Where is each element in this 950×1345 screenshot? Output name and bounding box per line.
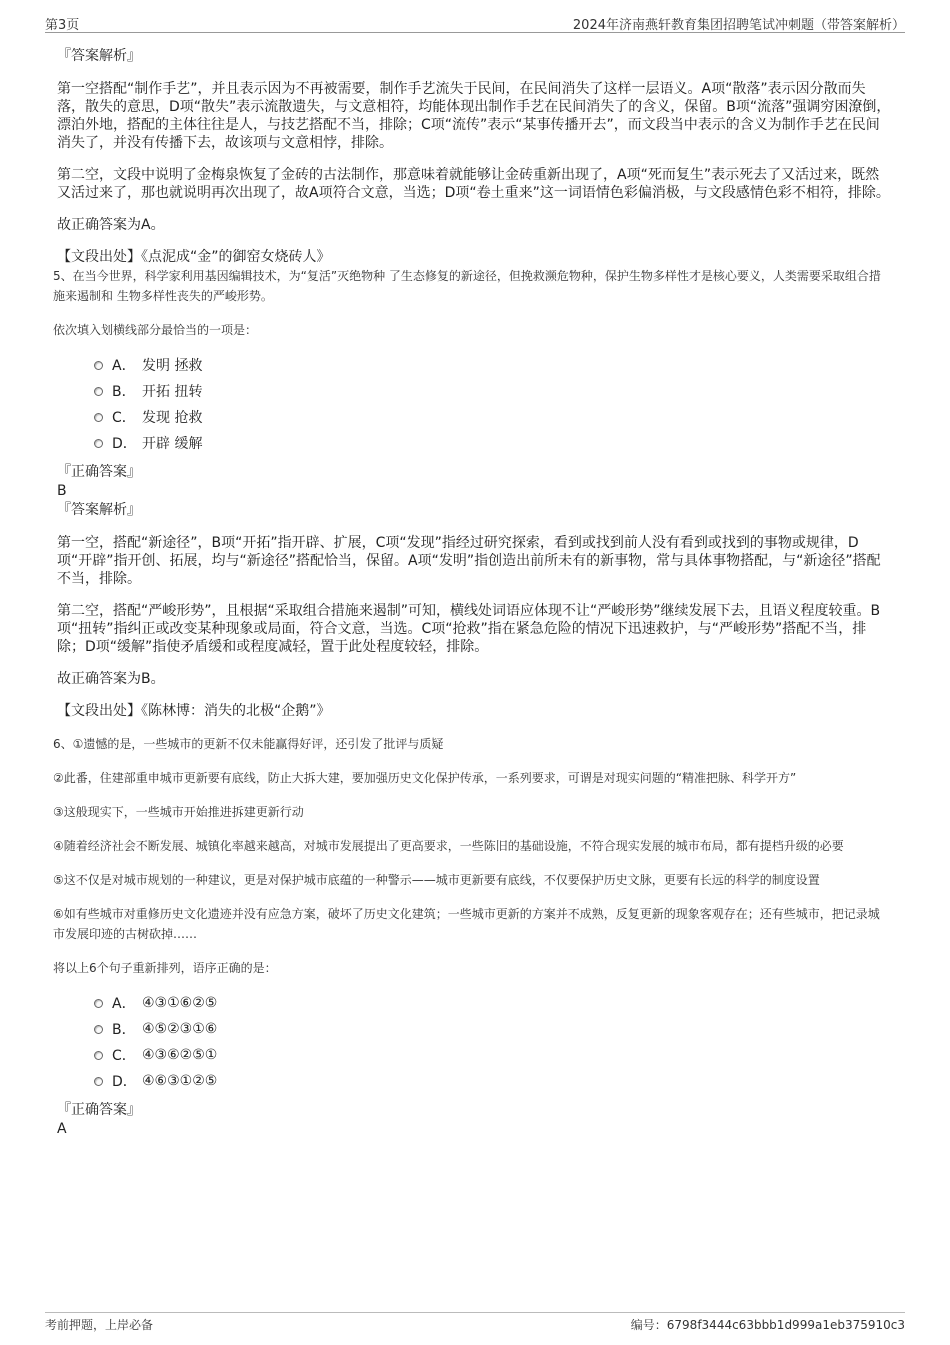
q4-analysis-paragraph-2: 第二空，文段中说明了金梅泉恢复了金砖的古法制作，那意味着就能够让金砖重新出现了，A项“死而复生”表示死去了又活过来，既然又活过来了，那也就说明再次出现了，故A项符合文意，当选；D项“卷土重来”这一词语情色彩偏消极，与文段感情色彩不相符，排除。 [57,167,890,201]
q6-sentence-3: ③这般现实下，一些城市开始推进拆建更新行动 [53,805,304,819]
q6-option-d[interactable] [94,1068,892,1094]
q5-options [94,352,892,456]
q6-sentence-1: 6、①遗憾的是，一些城市的更新不仅未能赢得好评，还引发了批评与质疑 [53,737,444,751]
document-title: 2024年济南燕轩教育集团招聘笔试冲刺题（带答案解析） [572,18,905,33]
option-letter: B． [112,1022,136,1038]
q4-analysis-paragraph-1: 第一空搭配“制作手艺”，并且表示因为不再被需要，制作手艺流失于民间，在民间消失了这样一层语义。A项“散落”表示因分散而失落，散失的意思，D项“散失”表示流散遗失，与文意相符，均能体现出制作手艺在民间消失了的含义，保留。B项“流落”强调穷困潦倒，漂泊外地，搭配的主体往往是人，与技艺搭配不当，排除；C项“流传”表示“某事传播开去”，而文段当中表示的含义为制作手艺在民间消失了，并没有传播下去，故该项与文意相悖，排除。 [57,81,891,151]
page-number: 第3页 [45,18,80,33]
radio-icon[interactable] [94,1077,103,1086]
radio-icon[interactable] [94,999,103,1008]
q5-prompt: 依次填入划横线部分最恰当的一项是： [53,323,258,337]
q5-option-c[interactable] [94,404,892,430]
page-header [45,12,905,33]
option-text: ④③①⑥②⑤ [142,995,218,1011]
q5-source: 【文段出处】《陈林博：消失的北极“企鹅”》 [57,703,331,719]
radio-icon[interactable] [94,1025,103,1034]
document-code: 编号：6798f3444c63bbb1d999a1eb375910c3 [630,1318,905,1332]
option-text: 发明 拯救 [142,358,203,374]
radio-icon[interactable] [94,387,103,396]
option-text: ④③⑥②⑤① [142,1047,218,1063]
q5-question: 5、在当今世界，科学家利用基因编辑技术，为“复活”灭绝物种 了生态修复的新途径，但挽救濒危物种，保护生物多样性才是核心要义，人类需要采取组合措施来遏制和 生物多样性丧失的严峻形势。 [53,269,881,303]
footer-slogan: 考前押题，上岸必备 [45,1318,154,1332]
option-letter: B． [112,384,136,400]
option-letter: D． [112,436,137,452]
option-text: 开拓 扭转 [142,384,203,400]
q5-conclusion: 故正确答案为B。 [57,671,165,687]
option-text: 发现 抢救 [142,410,203,426]
q6-option-b[interactable] [94,1016,892,1042]
q5-answer-label: 『正确答案』 [57,464,141,480]
q5-analysis-label: 『答案解析』 [57,502,141,518]
q4-analysis-label: 『答案解析』 [57,48,141,64]
q6-option-a[interactable] [94,990,892,1016]
q6-prompt: 将以上6个句子重新排列，语序正确的是： [53,961,277,975]
option-text: ④⑥③①②⑤ [142,1073,218,1089]
q5-option-a[interactable] [94,352,892,378]
option-letter: C． [112,410,136,426]
option-text: 开辟 缓解 [142,436,203,452]
radio-icon[interactable] [94,439,103,448]
radio-icon[interactable] [94,361,103,370]
radio-icon[interactable] [94,1051,103,1060]
q5-analysis-paragraph-2: 第二空，搭配“严峻形势”，且根据“采取组合措施来遏制”可知，横线处词语应体现不让“严峻形势”继续发展下去，且语义程度较重。B项“扭转”指纠正或改变某种现象或局面，符合文意，当选。C项“抢救”指在紧急危险的情况下迅速救护，与“严峻形势”搭配不当，排除；D项“缓解”指使矛盾缓和或程度减轻，置于此处程度较轻，排除。 [57,603,881,655]
page-footer [45,1312,905,1332]
option-letter: A． [112,358,136,374]
radio-icon[interactable] [94,413,103,422]
q6-options [94,990,892,1094]
q6-sentence-2: ②此番，住建部重申城市更新要有底线，防止大拆大建，要加强历史文化保护传承，一系列要求，可谓是对现实问题的“精准把脉、科学开方” [53,771,797,785]
q4-conclusion: 故正确答案为A。 [57,217,165,233]
q6-answer-label: 『正确答案』 [57,1102,141,1118]
q5-option-b[interactable] [94,378,892,404]
q6-sentence-6: ⑥如有些城市对重修历史文化遗迹并没有应急方案，破坏了历史文化建筑；一些城市更新的方案并不成熟，反复更新的现象客观存在；还有些城市，把记录城市发展印迹的古树砍掉…… [53,907,880,941]
option-letter: D． [112,1074,137,1090]
option-text: ④⑤②③①⑥ [142,1021,218,1037]
q5-answer: B [57,483,67,499]
q5-option-d[interactable] [94,430,892,456]
q4-source: 【文段出处】《点泥成“金”的御窑女烧砖人》 [57,249,331,265]
q5-analysis-paragraph-1: 第一空，搭配“新途径”，B项“开拓”指开辟、扩展，C项“发现”指经过研究探索，看到或找到前人没有看到或找到的事物或规律，D项“开辟”指开创、拓展，均与“新途径”搭配恰当，保留。A项“发明”指创造出前所未有的新事物，常与具体事物搭配，与“新途径”搭配不当，排除。 [57,535,881,587]
q6-answer: A [57,1121,67,1137]
document-body [53,46,892,1138]
q6-sentence-5: ⑤这不仅是对城市规划的一种建议，更是对保护城市底蕴的一种警示——城市更新要有底线，不仅要保护历史文脉，更要有长远的科学的制度设置 [53,873,820,887]
option-letter: A． [112,996,136,1012]
q6-sentence-4: ④随着经济社会不断发展、城镇化率越来越高，对城市发展提出了更高要求，一些陈旧的基础设施，不符合现实发展的城市布局，都有提档升级的必要 [53,839,844,853]
q6-option-c[interactable] [94,1042,892,1068]
option-letter: C． [112,1048,136,1064]
